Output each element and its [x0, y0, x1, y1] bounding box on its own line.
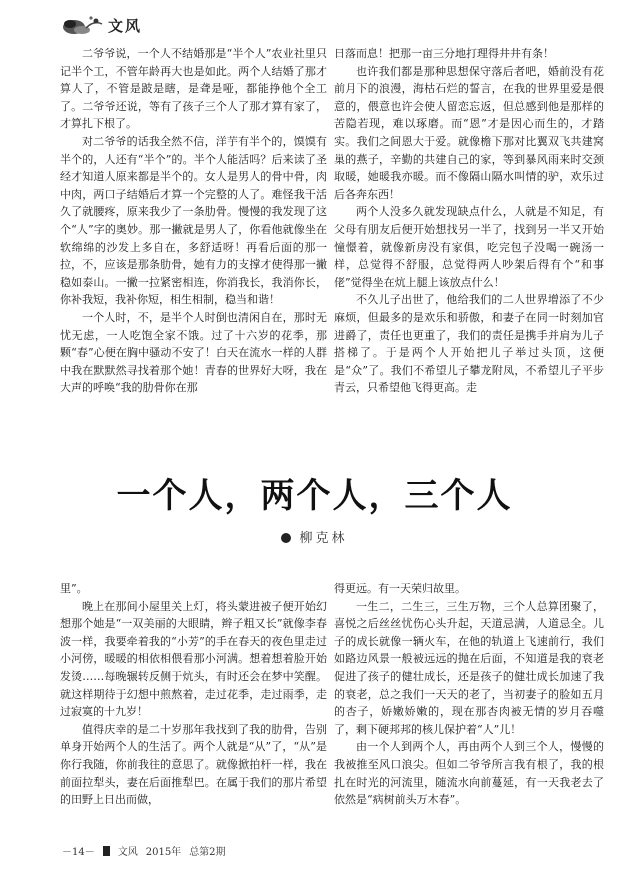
footer-year: 2015年: [145, 847, 182, 858]
author-name: 柳克林: [299, 531, 348, 546]
page-footer: [62, 843, 226, 858]
page-number: －14－: [62, 847, 95, 858]
paragraph: 不久儿子出世了，他给我们的二人世界增添了不少麻烦，但最多的是欢乐和骄傲，和妻子在同一时刻加官进爵了，责任也更重了，我们的责任是携手并肩为儿子搭梯了。于是两个人开始把儿子举过头顶，这便是“众”了。我们不希望儿子攀龙附凤，不希望儿子平步青云，只希望他飞得更高。走: [334, 293, 604, 395]
footer-issue: 总第2期: [189, 847, 226, 858]
bullet-dot-icon: [281, 533, 291, 543]
paragraph: 里”。: [60, 582, 88, 595]
continued-column-left: [60, 45, 327, 397]
paragraph: 两个人没多久就发现缺点什么，人就是不知足，有父母有朋友后便开始想找另一半了，找到另一半又开始憧憬着，就像新房没有家俱，吃完包子没喝一碗汤一样，总觉得不舒服，总觉得两人吵架后得有个“和事佬”觉得坐在炕上腿上该放点什么！: [334, 205, 604, 289]
paragraph: 由一个人到两个人，再由两个人到三个人，慢慢的我被推至风口浪尖。但如二爷爷所言我有根了，我的根扎在时光的河流里，随流水向前蔓延，有一天我老去了依然是“病树前头万木春”。: [334, 740, 604, 807]
article-column-left: [60, 580, 327, 835]
continued-column-right: [334, 45, 604, 397]
page-header: [60, 10, 142, 40]
paragraph: 一生二，二生三，三生万物，三个人总算团聚了，喜悦之后丝丝忧伤心头升起，天道忌满，人道忌全。儿子的成长就像一辆火车，在他的轨道上飞速前行，我们如路边风景一般被远远的抛在后面，不知道是我的衰老促进了孩子的健壮成长，还是孩子的健壮成长加速了我的衰老，总之我们一天天的老了，当初妻子的脸如五月的杏子，娇嫩娇嫩的，现在那杏肉被无情的岁月吞噬了，剩下硬邦邦的核儿保护着“人”儿！: [334, 599, 604, 736]
paragraph: 一个人时，不，是半个人时倒也清闲自在，那时无忧无虑，一人吃饱全家不饿。过了十六岁的花季，那颗“春”心便在胸中骚动不安了！白天在流水一样的人群中我在默默然寻找着那个她！青春的世界好大呀，我在大声的呼唤“我的肋骨你在那: [60, 310, 327, 395]
article-column-right: [334, 580, 604, 835]
block-mark-icon: [103, 846, 110, 856]
paragraph: 二爷爷说，一个人不结婚那是“半个人”农业社里只记半个工，不管年龄再大也是如此。两个人结婚了那才算人了，不管是跛是瞎，是聋是哑，都能挣他个全工了。二爷爷还说，等有了孩子三个人了那才算有家了，才算扎下根了。: [60, 47, 327, 131]
paragraph: 晚上在那间小屋里关上灯，将头蒙进被子便开始幻想那个她是“一双美丽的大眼睛，辫子粗又长”就像李春波一样，我要牵着我的“小芳”的手在春天的夜色里走过小河傍，暖暖的相依相偎看那小河满。想着想着脸开始发烫……每晚辗转反侧于炕头，有时还会在梦中笑醒。就这样期待于幻想中煎熬着，走过花季，走过雨季，走过寂寞的十九岁！: [60, 599, 327, 719]
paragraph: 对二爷爷的话我全然不信，洋芋有半个的，馍馍有半个的，人还有“半个”的。半个人能活吗？后来读了圣经才知道人原来都是半个的。女人是男人的骨中骨，肉中肉，两口子结婚后才算一个完整的人了。难怪我干活久了就腰疼，原来我少了一条肋骨。慢慢的我发现了这个“人”字的奥妙。那一撇就是男人了，你看他就像坐在软绵绵的沙发上多自在，多舒适呀！再看后面的那一拉，不，应该是那条肋骨，她有力的支撑才使得那一撇稳如泰山。一撇一拉紧密相连，你消我长，我消你长，你补我短，我补你短，相生相制，稳当和谐！: [60, 134, 327, 307]
footer-magazine: 文风: [117, 847, 138, 858]
article-title: 一个人，两个人，三个人: [116, 476, 513, 516]
paragraph: 值得庆幸的是二十岁那年我找到了我的肋骨，告别单身开始两个人的生活了。两个人就是“从”了，“从”是你行我随，你前我往的意思了。就像掀拍杆一样，我在前面拉犁头，妻在后面推犁巴。在属于我们的那片希望的田野上日出而做，: [60, 722, 327, 807]
magazine-title: 文风: [108, 16, 143, 35]
paragraph: 日落而息！把那一亩三分地打理得井井有条！: [334, 47, 554, 60]
paragraph: 也许我们都是那种思想保守落后者吧，婚前没有花前月下的浪漫，海枯石烂的誓言，在我的世界里爱是偎意的，偎意也许会使人留恋忘返，但总感到他是那样的苦隐若现，难以琢磨。而“恩”才是因心而生的，才踏实。我们之间恩大于爱。就像檐下那对比翼双飞共建窝巢的燕子，辛勤的共建自己的家，等到暴风雨来时交颈取暖，她暖我亦暖。而不像隔山隔水叫情的驴，欢乐过后各奔东西！: [334, 64, 604, 201]
paragraph: 得更远。有一天荣归故里。: [334, 582, 466, 595]
ink-flower-logo-icon: [60, 12, 104, 38]
byline: [0, 527, 629, 546]
